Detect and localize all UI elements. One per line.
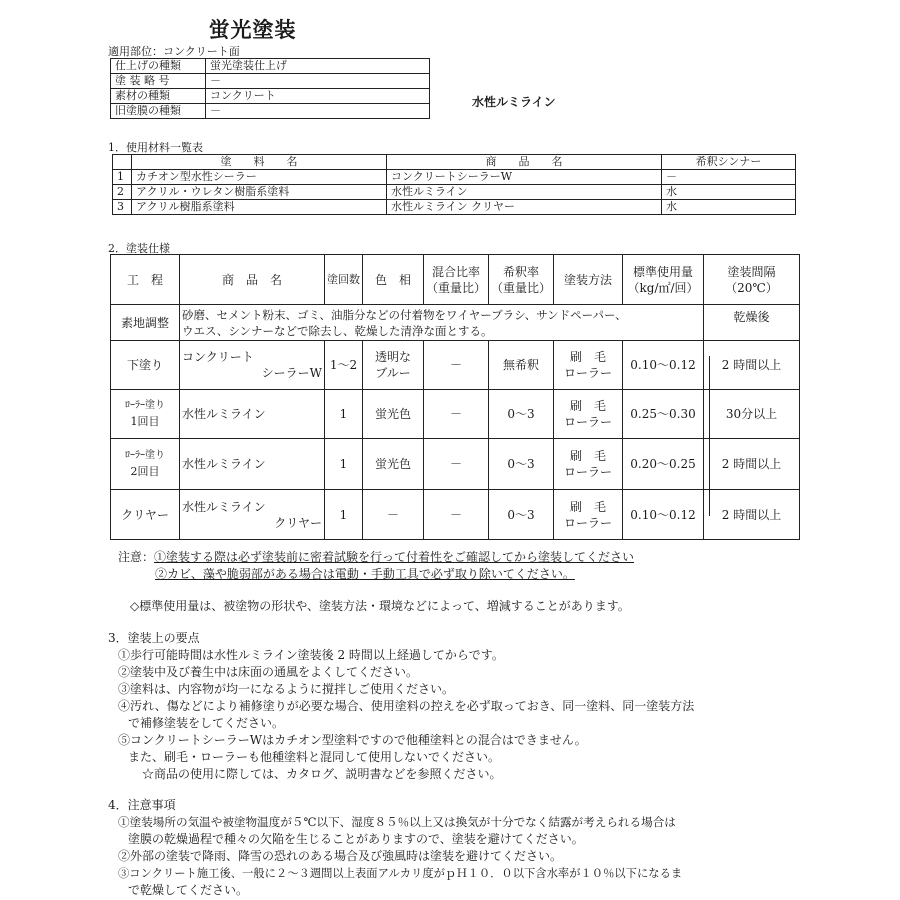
- spec-row: [111, 89, 430, 104]
- header-mix: [424, 255, 489, 305]
- spec-row: [111, 104, 430, 119]
- header-paint: 塗 料 名: [132, 155, 387, 170]
- method-line1: 刷 毛: [570, 499, 607, 514]
- product-label: 水性ルミライン: [472, 95, 556, 109]
- spec-value: 蛍光塗装仕上げ: [206, 59, 430, 74]
- interval-bracket: [709, 356, 710, 516]
- section2-heading: 2．塗装仕様: [108, 242, 170, 255]
- spec-value: －: [206, 104, 430, 119]
- method-line2: ローラー: [564, 366, 613, 380]
- table-header-row: [111, 255, 800, 305]
- method-line2: ローラー: [564, 515, 613, 530]
- section4-line: ③コンクリート施工後、一般に２～３週間以上表面アルカリ度がｐＨ１０．０以下含水率が１０％以下になるま: [118, 867, 683, 880]
- header-usage-line2: （kg/㎡/回）: [627, 280, 699, 295]
- interval-cell: 2 時間以上: [704, 439, 800, 490]
- notes-text1: ①塗装する際は必ず塗装前に密着試験を行って付着性をご確認してから塗装してください: [154, 550, 635, 564]
- row-product: 水性ルミライン: [387, 185, 662, 200]
- row-no: 2: [113, 185, 132, 200]
- coats-cell: 1: [325, 490, 363, 540]
- section3-line: ①歩行可能時間は水性ルミライン塗装後 2 時間以上経過してからです。: [118, 648, 504, 662]
- product-line1: コンクリート: [182, 350, 254, 364]
- method-cell: [554, 390, 623, 439]
- method-cell: [554, 439, 623, 490]
- product-line2: クリヤー: [274, 515, 322, 530]
- notes-line2: ②カビ、藻や脆弱部がある場合は電動・手動工具で必ず取り除いてください。: [155, 567, 575, 581]
- row-no: 1: [113, 170, 132, 185]
- header-usage-line1: 標準使用量: [633, 264, 694, 279]
- row-paint: アクリル樹脂系塗料: [132, 200, 387, 215]
- usage-note: ◇標準使用量は、被塗物の形状や、塗装方法・環境などによって、増減することがあります。: [130, 599, 630, 613]
- header-dilution-line2: （重量比）: [491, 280, 552, 295]
- header-method: 塗装方法: [554, 255, 623, 305]
- spec-label: 素材の種類: [111, 89, 206, 104]
- method-line1: 刷 毛: [570, 350, 607, 364]
- process-cell: [111, 439, 180, 490]
- section3-line: また、刷毛・ローラーも他種塗料と混同して使用しないでください。: [128, 750, 501, 764]
- header-process: 工 程: [111, 255, 180, 305]
- header-dilution-line1: 希釈率: [503, 264, 540, 279]
- color-line2: ブルー: [375, 366, 411, 380]
- spec-value: コンクリート: [206, 89, 430, 104]
- header-interval-line2: （20℃）: [725, 280, 778, 295]
- spec-label: 旧塗膜の種類: [111, 104, 206, 119]
- table-row: [113, 200, 796, 215]
- usage-cell: 0.25～0.30: [623, 390, 704, 439]
- coats-cell: 1～2: [325, 341, 363, 390]
- prep-text-line2: ウエス、シンナーなどで除去し、乾燥した清浄な面とする。: [182, 323, 493, 338]
- color-line1: 透明な: [374, 350, 411, 364]
- section3-heading: 3．塗装上の要点: [108, 631, 200, 645]
- header-interval-line1: 塗装間隔: [727, 264, 776, 279]
- interval-cell: 2 時間以上: [704, 341, 800, 390]
- section1-heading: 1．使用材料一覧表: [108, 141, 203, 154]
- row-paint: アクリル・ウレタン樹脂系塗料: [132, 185, 387, 200]
- method-cell: [554, 490, 623, 540]
- process-line2: 2回目: [130, 465, 160, 478]
- mix-cell: －: [424, 439, 489, 490]
- header-usage: [623, 255, 704, 305]
- table-row: [111, 439, 800, 490]
- section4-line: ②外部の塗装で降雨、降雪の恐れのある場合及び強風時は塗装を避けてください。: [118, 849, 563, 863]
- table-row: [111, 490, 800, 540]
- section3-line: ②塗装中及び養生中は床面の通風をよくしてください。: [118, 665, 419, 679]
- section3-line: ☆商品の使用に際しては、カタログ、説明書などを参照ください。: [142, 767, 502, 781]
- section3-line: ④汚れ、傷などにより補修塗りが必要な場合、使用塗料の控えを必ず取っておき、同一塗料、同一塗装方法: [118, 699, 695, 713]
- application-area: 適用部位：コンクリート面: [108, 45, 240, 58]
- materials-table: [112, 154, 796, 215]
- table-row: [111, 341, 800, 390]
- table-row: [113, 185, 796, 200]
- header-product: 商 品 名: [180, 255, 325, 305]
- header-mix-line1: 混合比率: [432, 264, 481, 279]
- dilution-cell: 0～3: [489, 490, 554, 540]
- header-product: 商 品 名: [387, 155, 662, 170]
- spec-value: －: [206, 74, 430, 89]
- page-title: 蛍光塗装: [208, 18, 297, 42]
- row-paint: カチオン型水性シーラー: [132, 170, 387, 185]
- product-cell: [180, 341, 325, 390]
- dilution-cell: 無希釈: [489, 341, 554, 390]
- header-dilution: [489, 255, 554, 305]
- product-cell: 水性ルミライン: [180, 390, 325, 439]
- header-interval: [704, 255, 800, 305]
- spec-table: [110, 58, 430, 119]
- color-cell: 蛍光色: [363, 439, 424, 490]
- notes-line1: [118, 549, 634, 566]
- table-row: [111, 305, 800, 341]
- section4-heading: 4．注意事項: [108, 798, 176, 812]
- method-line1: 刷 毛: [570, 449, 607, 463]
- section3-line: ③塗料は、内容物が均一になるように撹拌しご使用ください。: [118, 682, 455, 696]
- spec-row: [111, 59, 430, 74]
- interval-cell: 2 時間以上: [704, 490, 800, 540]
- header-mix-line2: （重量比）: [426, 280, 487, 295]
- row-thinner: 水: [662, 200, 796, 215]
- prep-process: 素地調整: [111, 305, 180, 341]
- color-cell: 蛍光色: [363, 390, 424, 439]
- prep-text: [180, 305, 704, 341]
- process-table: [110, 254, 800, 540]
- product-cell: 水性ルミライン: [180, 439, 325, 490]
- usage-cell: 0.10～0.12: [623, 341, 704, 390]
- section4-line: で乾燥してください。: [128, 883, 249, 897]
- product-cell: [180, 490, 325, 540]
- header-thinner: 希釈シンナー: [662, 155, 796, 170]
- usage-cell: 0.10～0.12: [623, 490, 704, 540]
- mix-cell: －: [424, 341, 489, 390]
- row-no: 3: [113, 200, 132, 215]
- usage-cell: 0.20～0.25: [623, 439, 704, 490]
- section4-line: 塗膜の乾燥過程で種々の欠陥を生じることがありますので、塗装を避けてください。: [128, 832, 584, 846]
- section3-line: ⑤コンクリートシーラーWはカチオン型塗料ですので他種塗料との混合はできません。: [118, 733, 587, 747]
- process-line1: 下塗り: [126, 358, 163, 372]
- process-line2: 1回目: [130, 415, 160, 428]
- section3-line: で補修塗装をしてください。: [128, 716, 285, 730]
- spec-label: 塗 装 略 号: [111, 74, 206, 89]
- header-color: 色 相: [363, 255, 424, 305]
- section4-line: ①塗装場所の気温や被塗物温度が５℃以下、湿度８５％以上又は換気が十分でなく結露が考えられる場合は: [118, 815, 676, 829]
- row-product: コンクリートシーラーW: [387, 170, 662, 185]
- product-line2: シーラーW: [261, 366, 322, 380]
- product-line1: 水性ルミライン: [182, 499, 266, 514]
- prep-text-line1: 砂磨、セメント粉末、ゴミ、油脂分などの付着物をワイヤーブラシ、サンドペーパー、: [182, 307, 627, 322]
- dilution-cell: 0～3: [489, 390, 554, 439]
- row-product: 水性ルミライン クリヤー: [387, 200, 662, 215]
- method-line1: 刷 毛: [570, 399, 607, 413]
- spec-label: 仕上げの種類: [111, 59, 206, 74]
- method-line2: ローラー: [564, 465, 613, 479]
- mix-cell: －: [424, 490, 489, 540]
- color-cell: －: [363, 490, 424, 540]
- table-header-row: [113, 155, 796, 170]
- notes-label: 注意：: [118, 550, 155, 564]
- method-line2: ローラー: [564, 415, 613, 429]
- header-coats: 塗回数: [325, 255, 363, 305]
- row-thinner: －: [662, 170, 796, 185]
- process-cell: [111, 390, 180, 439]
- spec-row: [111, 74, 430, 89]
- table-row: [111, 390, 800, 439]
- method-cell: [554, 341, 623, 390]
- table-row: [113, 170, 796, 185]
- interval-cell: 30分以上: [704, 390, 800, 439]
- process-line1: ﾛｰﾗｰ塗り: [125, 450, 165, 461]
- coats-cell: 1: [325, 390, 363, 439]
- prep-interval: 乾燥後: [704, 305, 800, 341]
- process-cell: クリヤー: [111, 490, 180, 540]
- dilution-cell: 0～3: [489, 439, 554, 490]
- row-thinner: 水: [662, 185, 796, 200]
- coats-cell: 1: [325, 439, 363, 490]
- color-cell: [363, 341, 424, 390]
- process-line1: ﾛｰﾗｰ塗り: [125, 400, 165, 411]
- process-cell: [111, 341, 180, 390]
- mix-cell: －: [424, 390, 489, 439]
